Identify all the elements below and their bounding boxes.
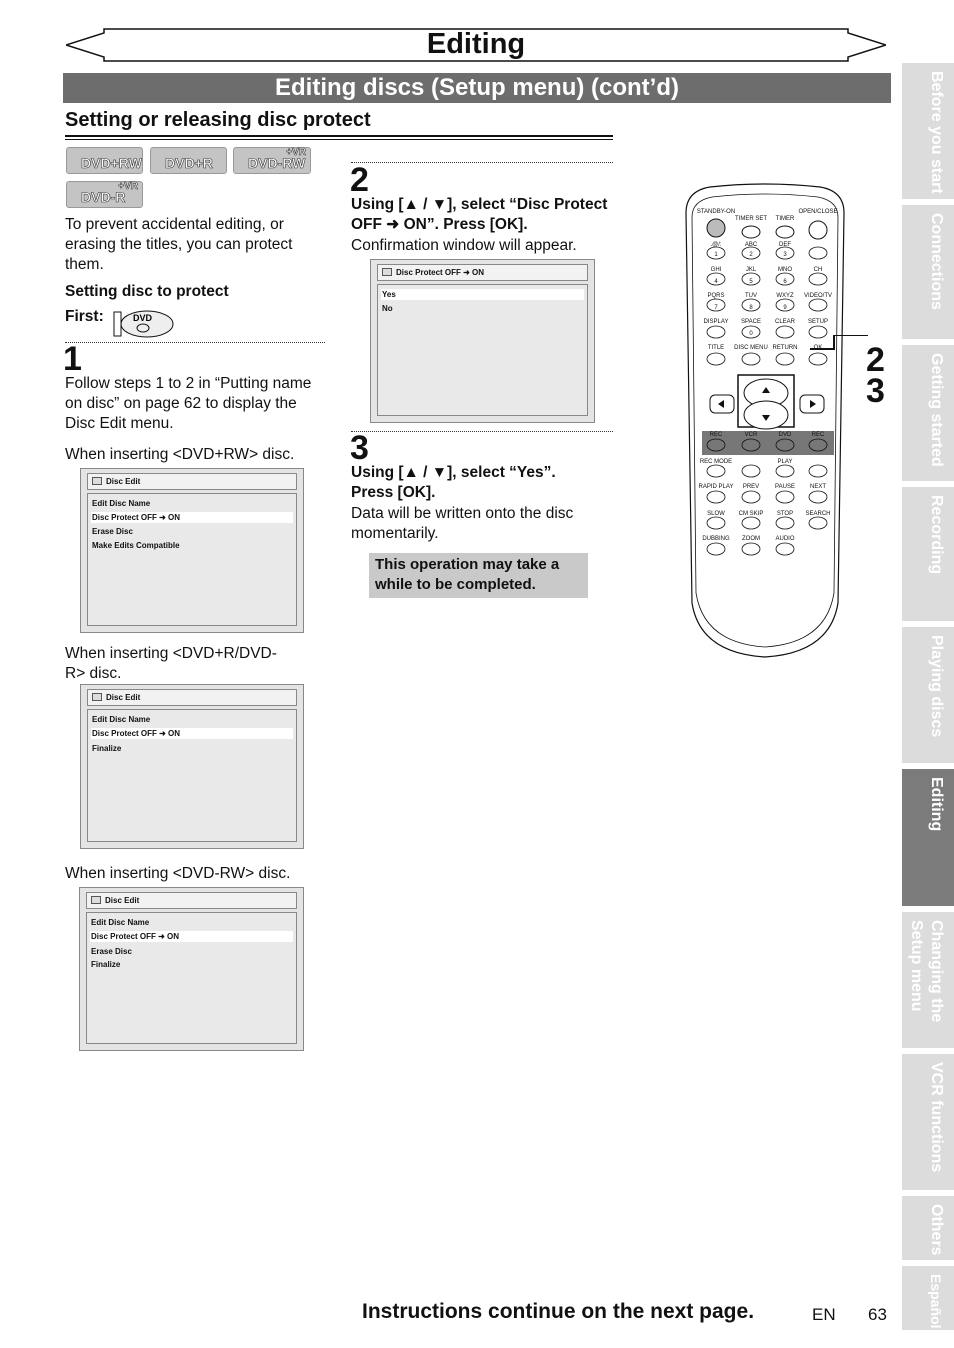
remote-key-label: 0: [749, 331, 753, 337]
disc-edit-icon: [92, 693, 102, 701]
remote-key-label: GHI: [710, 267, 722, 273]
remote-key-label: SPACE: [741, 319, 761, 325]
tab-label: Editing: [928, 777, 945, 832]
remote-key-label: PQRS: [707, 293, 725, 299]
remote-key-label: NEXT: [809, 484, 827, 490]
remote-key-label: SETUP: [807, 319, 829, 325]
tab-connections[interactable]: [902, 205, 954, 339]
remote-key-label: REC: [811, 432, 825, 438]
disc-edit-screen-dvd-minus-rw: [79, 887, 304, 1051]
remote-key-label: TUV: [745, 293, 757, 299]
remote-key-label: PREV: [742, 484, 760, 490]
remote-key-label: PLAY: [777, 459, 793, 465]
screen-title-bar: [86, 892, 297, 909]
continue-note: Instructions continue on the next page.: [362, 1300, 755, 1323]
remote-key-label: SLOW: [707, 511, 725, 517]
confirm-no[interactable]: No: [382, 304, 393, 313]
remote-key: [776, 353, 794, 365]
remote-key-label: 5: [749, 279, 753, 285]
divider: [351, 162, 613, 163]
remote-key: [776, 491, 794, 503]
badge-label: DVD-R: [81, 189, 126, 205]
remote-key: [809, 491, 827, 503]
disc-edit-icon: [382, 268, 392, 276]
remote-key-label: TIMER SET: [734, 216, 768, 222]
badge-dvd-plus-r: [150, 147, 227, 174]
remote-key: [707, 439, 725, 451]
case-dvd-plus-rw-label: When inserting <DVD+RW> disc.: [65, 446, 295, 463]
intro-text: To prevent accidental editing, or erasing the titles, you can protect them.: [65, 216, 293, 273]
step-2-text: Confirmation window will appear.: [351, 237, 577, 254]
remote-key: [776, 465, 794, 477]
remote-key-label: OPEN/CLOSE: [798, 209, 838, 215]
remote-key: [707, 543, 725, 555]
remote-key-label: PAUSE: [775, 484, 795, 490]
menu-item-edit-disc-name[interactable]: Edit Disc Name: [91, 918, 150, 927]
page-number: 63: [868, 1305, 887, 1324]
remote-key: [707, 353, 725, 365]
remote-control-illustration: [680, 183, 850, 663]
menu-item-edit-disc-name[interactable]: Edit Disc Name: [92, 715, 151, 724]
callout-step-2: 2: [866, 341, 885, 379]
remote-key-label: DUBBING: [702, 536, 730, 542]
remote-key: [742, 491, 760, 503]
remote-key-label: CH: [813, 267, 823, 273]
remote-key-label: MNO: [778, 267, 792, 273]
step-2-instruction: Using [▲ / ▼], select “Disc Protect OFF ➜ ON”. Press [OK].: [351, 196, 608, 233]
remote-key: [742, 517, 760, 529]
screen-title: Disc Protect OFF ➜ ON: [396, 268, 485, 277]
badge-dvd-minus-r: [66, 181, 143, 208]
menu-list: [87, 493, 297, 626]
tab-label: VCR functions: [928, 1062, 945, 1173]
first-label: First:: [65, 308, 104, 325]
screen-title-bar: [377, 264, 588, 281]
remote-key-label: OK: [813, 345, 823, 351]
badge-label: DVD-RW: [248, 155, 306, 171]
remote-key: [809, 439, 827, 451]
remote-key: [742, 465, 760, 477]
section-rule: [65, 135, 613, 140]
badge-dvd-plus-rw: [66, 147, 143, 174]
remote-key-label: 8: [749, 305, 753, 311]
remote-key-label: CM SKIP: [738, 511, 764, 517]
menu-item-erase-disc[interactable]: Erase Disc: [92, 527, 133, 536]
screen-title: Disc Edit: [106, 693, 141, 702]
tab-playing-discs[interactable]: [902, 627, 954, 763]
remote-key-label: 1: [714, 252, 718, 258]
menu-item-finalize[interactable]: Finalize: [92, 744, 122, 753]
remote-key-label: VIDEO/TV: [803, 293, 833, 299]
remote-key: [776, 543, 794, 555]
remote-key-label: 3: [783, 252, 787, 258]
tab-label: Getting started: [928, 353, 945, 467]
remote-key-label: TITLE: [707, 345, 725, 351]
case-dvd-plus-r-label: When inserting <DVD+R/DVD-R> disc.: [65, 645, 277, 682]
remote-key: [776, 517, 794, 529]
remote-key-label: CLEAR: [774, 319, 796, 325]
remote-key-label: ABC: [744, 242, 758, 248]
step-1-number: 1: [63, 340, 82, 378]
tab-getting-started[interactable]: [902, 345, 954, 481]
step-3-text: Data will be written onto the disc momentarily.: [351, 505, 574, 542]
menu-list: [87, 709, 297, 842]
tab-label: Español: [928, 1274, 944, 1329]
dvd-disc-icon: [111, 307, 175, 341]
remote-key: [809, 465, 827, 477]
remote-key: [707, 517, 725, 529]
remote-key-label: VCR: [744, 432, 758, 438]
tab-label: Playing discs: [928, 635, 945, 738]
menu-item-disc-protect[interactable]: Disc Protect OFF ➜ ON: [91, 728, 293, 739]
menu-item-disc-protect[interactable]: Disc Protect OFF ➜ ON: [91, 512, 293, 523]
remote-key-label: DISC MENU: [734, 345, 768, 351]
divider: [351, 431, 613, 432]
badge-label: DVD+R: [165, 155, 213, 171]
tab-label: Connections: [928, 213, 945, 310]
remote-key-label: REC: [709, 432, 723, 438]
remote-key-label: 7: [714, 305, 718, 311]
screen-title-bar: [87, 473, 297, 490]
divider: [65, 342, 325, 343]
remote-key: [809, 273, 827, 285]
remote-key-label: REC MODE: [699, 459, 733, 465]
remote-key-label: STOP: [776, 511, 794, 517]
tab-changing-setup-menu[interactable]: [902, 912, 954, 1048]
section-title: Setting or releasing disc protect: [65, 109, 371, 131]
remote-key-label: DEF: [779, 242, 791, 248]
remote-key-label: 4: [714, 279, 718, 285]
tab-label: Others: [928, 1204, 945, 1256]
tab-vcr-functions[interactable]: [902, 1054, 954, 1190]
tab-recording[interactable]: [902, 487, 954, 621]
tab-before-you-start[interactable]: [902, 63, 954, 199]
remote-key: [809, 517, 827, 529]
tab-label: Changing the Setup menu: [908, 920, 945, 1023]
screen-title: Disc Edit: [106, 477, 141, 486]
remote-key: [776, 439, 794, 451]
callout-leader: [810, 335, 870, 385]
menu-item-edit-disc-name[interactable]: Edit Disc Name: [92, 499, 151, 508]
badge-dvd-minus-rw: [233, 147, 311, 174]
remote-key-label: JKL: [745, 267, 757, 273]
callout-step-3: 3: [866, 372, 885, 410]
confirm-yes[interactable]: Yes: [381, 289, 584, 300]
tab-espanol[interactable]: [902, 1266, 954, 1330]
tab-editing[interactable]: [902, 769, 954, 906]
remote-key: [707, 465, 725, 477]
remote-key-label: 6: [783, 279, 787, 285]
remote-key-label: DISPLAY: [703, 319, 729, 325]
tab-others[interactable]: [902, 1196, 954, 1260]
remote-key-label: AUDIO: [775, 536, 795, 542]
confirm-list: [377, 284, 588, 416]
disc-edit-icon: [92, 477, 102, 485]
menu-item-finalize[interactable]: Finalize: [91, 960, 121, 969]
chapter-title: Editing: [426, 28, 526, 60]
remote-key: [707, 491, 725, 503]
remote-key-label: SEARCH: [805, 511, 831, 517]
remote-key: [742, 543, 760, 555]
disc-edit-screen-dvd-plus-rw: [80, 468, 304, 633]
tab-label: Recording: [928, 495, 945, 575]
tab-label: Before you start: [928, 71, 945, 194]
remote-key-label: RETURN: [772, 345, 798, 351]
remote-key: [707, 326, 725, 338]
remote-key-label: WXYZ: [776, 293, 794, 299]
step-3-number: 3: [350, 429, 369, 467]
remote-key-label: ZOOM: [742, 536, 760, 542]
remote-key-label: STANDBY-ON: [696, 209, 736, 215]
chapter-banner: [66, 28, 886, 62]
disc-edit-screen-dvd-r: [80, 684, 304, 849]
setting-label: Setting disc to protect: [65, 283, 229, 300]
remote-key: [742, 439, 760, 451]
menu-item-make-edits-compatible[interactable]: Make Edits Compatible: [92, 541, 180, 550]
menu-item-disc-protect[interactable]: Disc Protect OFF ➜ ON: [90, 931, 293, 942]
remote-key-label: RAPID PLAY: [698, 484, 734, 490]
remote-key-label: 9: [783, 305, 787, 311]
confirm-screen: [370, 259, 595, 423]
remote-key: [742, 353, 760, 365]
badge-vr: +VR: [286, 147, 306, 158]
case-dvd-minus-rw-label: When inserting <DVD-RW> disc.: [65, 865, 291, 882]
menu-item-erase-disc[interactable]: Erase Disc: [91, 947, 132, 956]
screen-title-bar: [87, 689, 297, 706]
step-1-text: Follow steps 1 to 2 in “Putting name on disc” on page 62 to display the Disc Edit menu.: [65, 375, 312, 432]
step-3-instruction: Using [▲ / ▼], select “Yes”. Press [OK].: [351, 464, 556, 501]
note-box: This operation may take a while to be completed.: [369, 553, 588, 598]
page-subtitle: Editing discs (Setup menu) (cont’d): [63, 73, 891, 103]
badge-label: DVD+RW: [81, 155, 142, 171]
remote-key-label: 2: [749, 252, 753, 258]
remote-key-label: .@/:: [710, 242, 722, 248]
menu-list: [86, 912, 297, 1044]
language-code: EN: [812, 1305, 836, 1324]
remote-key: [776, 326, 794, 338]
step-2-number: 2: [350, 161, 369, 199]
dvd-icon-text: DVD: [133, 313, 153, 323]
disc-edit-icon: [91, 896, 101, 904]
badge-vr: +VR: [118, 181, 138, 192]
screen-title: Disc Edit: [105, 896, 140, 905]
remote-key-label: DVD: [778, 432, 792, 438]
remote-key: [809, 247, 827, 259]
remote-key: [809, 299, 827, 311]
remote-key-label: TIMER: [775, 216, 795, 222]
